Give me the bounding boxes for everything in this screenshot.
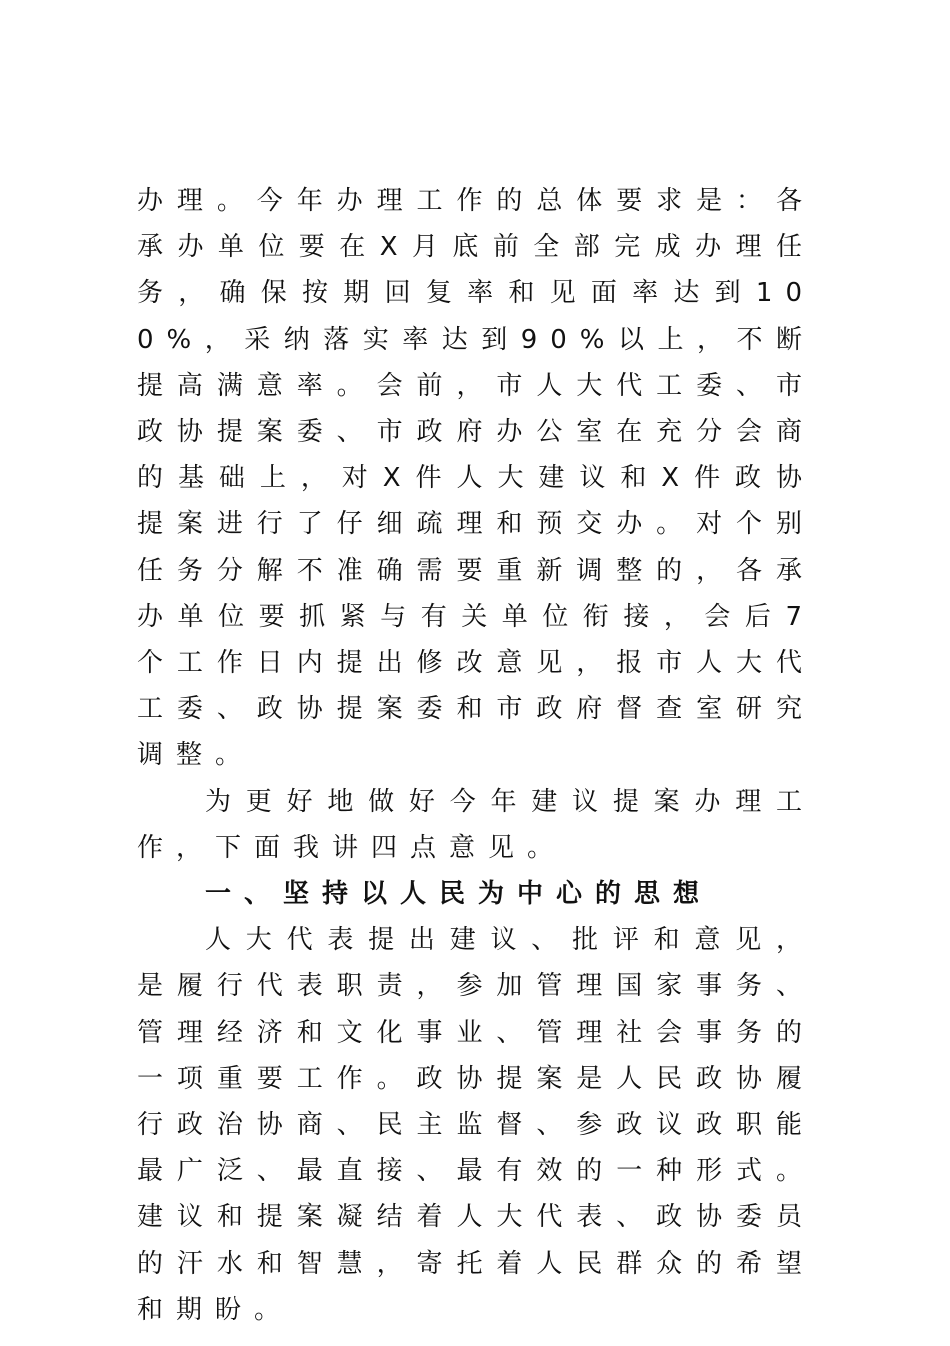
document-body <box>137 178 815 1333</box>
paragraph-section-1-body: 人大代表提出建议、批评和意见，是履行代表职责，参加管理国家事务、管理经济和文化事业、管理社会事务的一项重要工作。政协提案是人民政协履行政治协商、民主监督、参政议政职能最广泛、最直接、最有效的一种形式。建议和提案凝结着人大代表、政协委员的汗水和智慧，寄托着人民群众的希望和期盼。 <box>137 925 815 1325</box>
paragraph-intro-opinions: 为更好地做好今年建议提案办理工作，下面我讲四点意见。 <box>137 786 815 863</box>
section-heading-1: 一、坚持以人民为中心的思想 <box>205 879 713 910</box>
paragraph-continuation: 办理。今年办理工作的总体要求是：各承办单位要在X月底前全部完成办理任务，确保按期回复率和见面率达到100%，采纳落实率达到90%以上，不断提高满意率。会前，市人大代工委、市政协提案委、市政府办公室在充分会商的基础上，对X件人大建议和X件政协提案进行了仔细疏理和预交办。对个别任务分解不准确需要重新调整的，各承办单位要抓紧与有关单位衔接，会后7个工作日内提出修改意见，报市人大代工委、政协提案委和市政府督查室研究调整。 <box>137 186 815 771</box>
